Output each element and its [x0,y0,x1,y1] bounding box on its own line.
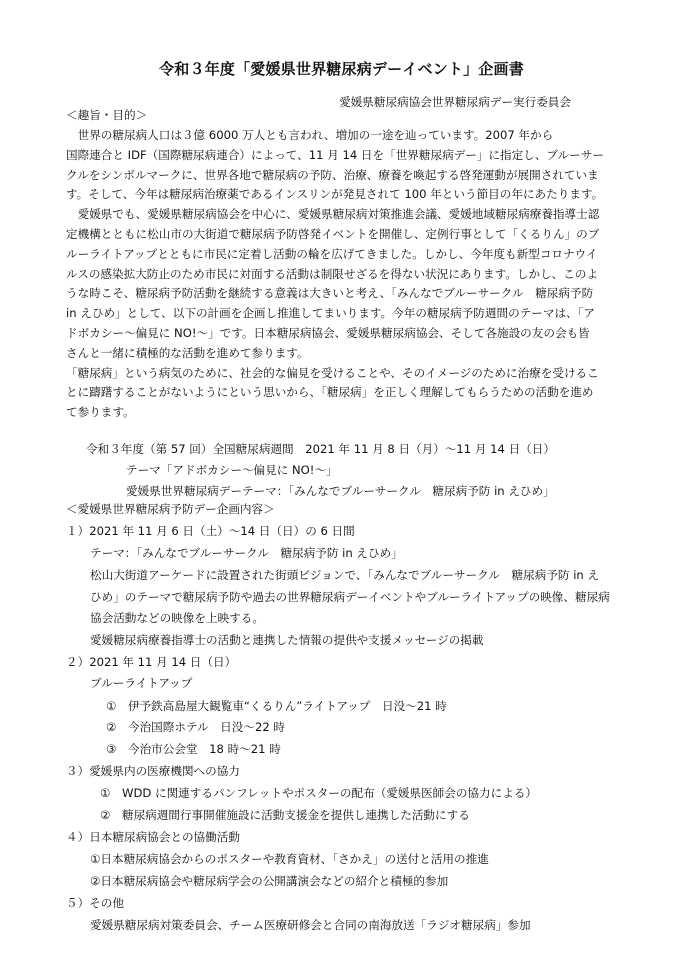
item2-title: ２）2021 年 11 月 14 日（日） [66,655,237,669]
item2-list-item: ① 伊予鉄高島屋大観覧車“くるりん”ライトアップ 日没～21 時 [106,699,447,713]
purpose-line: 国際連合と IDF（国際糖尿病連合）によって、11 月 14 日を「世界糖尿病デー」に指定し、ブルーサー [66,147,604,162]
item2-list-item: ③ 今治市公会堂 18 時～21 時 [106,742,281,756]
document-title: 令和３年度「愛媛県世界糖尿病デーイベント」企画書 [159,60,524,78]
item3-list-item: ② 糖尿病週間行事開催施設に活動支援金を提供し連携した活動にする [100,808,470,822]
purpose-line: とに躊躇することがないようにという思いから、「糖尿病」を正しく理解してもらうための活動を進め [66,385,594,400]
item2-subtitle: ブルーライトアップ [90,676,193,690]
item1-description-line: 協会活動などの映像を上映する。 [90,611,264,625]
purpose-line: て参ります。 [66,405,135,420]
national-theme-line: テーマ「アドボカシー～偏見に NO!～」 [126,463,338,477]
purpose-line: ルーライトアップとともに市民に定着し活動の輪を広げてきました。しかし、今年度も新型コロナウイ [66,246,598,261]
item2-list-item: ② 今治国際ホテル 日没～22 時 [106,720,285,734]
item1-theme: テーマ：「みんなでブルーサークル 糖尿病予防 in えひめ」 [90,546,403,560]
item5-title: ５）その他 [66,896,124,910]
organization-name: 愛媛県糖尿病協会世界糖尿病デー実行委員会 [339,95,571,109]
item3-list-item: ① WDD に関連するパンフレットやポスターの配布（愛媛県医師会の協力による） [100,786,538,800]
item4-list-item: ②日本糖尿病協会や糖尿病学会の公開講演会などの紹介と積極的参加 [90,874,449,888]
purpose-heading: ＜趣旨・目的＞ [66,108,148,122]
item1-title: １）2021 年 11 月 6 日（土）～14 日（日）の 6 日間 [66,524,355,538]
ehime-theme-line: 愛媛県世界糖尿病デーテーマ：「みんなでブルーサークル 糖尿病予防 in えひめ」 [126,484,555,498]
diabetes-week-line: 令和３年度（第 57 回）全国糖尿病週間 2021 年 11 月 8 日（月）～11 月 14 日（日） [86,442,555,456]
item3-title: ３）愛媛県内の医療機関への協力 [66,764,240,778]
purpose-line: ドボカシー～偏見に NO!～」です。日本糖尿病協会、愛媛県糖尿病協会、そして各施設の友の会も皆 [66,325,590,340]
purpose-line: ルスの感染拡大防止のため市民に対面する活動は制限せざるを得ない状況にあります。しかし、このよ [66,266,599,281]
purpose-line: 世界の糖尿病人口は３億 6000 万人とも言われ、増加の一途を辿っています。2007 年から [66,128,554,142]
purpose-line: 「糖尿病」という病気のために、社会的な偏見を受けることや、そのイメージのために治療を受けるこ [66,365,599,380]
item4-title: ４）日本糖尿病協会との協働活動 [66,830,240,844]
item5-description: 愛媛県糖尿病対策委員会、チーム医療研修会と合同の南海放送「ラジオ糖尿病」参加 [90,918,531,932]
plan-heading: ＜愛媛県世界糖尿病予防デー企画内容＞ [66,502,275,516]
purpose-line: さんと一緒に積極的な活動を進めて参ります。 [66,345,309,360]
item1-extra: 愛媛糖尿病療養指導士の活動と連携した情報の提供や支援メッセージの掲載 [90,633,484,647]
purpose-line: す。そして、今年は糖尿病治療薬であるインスリンが発見されて 100 年という節目の年にあたります。 [66,187,604,202]
item1-description-line: 松山大街道アーケードに設置された街頭ビジョンで、「みんなでブルーサークル 糖尿病予防 in え [90,568,600,582]
purpose-line: 愛媛県でも、愛媛県糖尿病協会を中心に、愛媛県糖尿病対策推進会議、愛媛地域糖尿病療養指導士認 [66,207,600,222]
purpose-paragraph [66,126,622,423]
item1-description-line: ひめ」のテーマで糖尿病予防や過去の世界糖尿病デーイベントやブルーライトアップの映像、糖尿病 [90,590,610,604]
purpose-line: うな時こそ、糖尿病予防活動を継続する意義は大きいと考え、「みんなでブルーサークル 糖尿病予防 [66,286,594,301]
purpose-line: クルをシンボルマークに、世界各地で糖尿病の予防、治療、療養を喚起する啓発運動が展開されていま [66,167,599,182]
item4-list-item: ①日本糖尿病協会からのポスターや教育資材、「さかえ」の送付と活用の推進 [90,852,489,866]
purpose-line: 定機構とともに松山市の大街道で糖尿病予防啓発イベントを開催し、定例行事として「くるりん」のブ [66,226,600,241]
purpose-line: in えひめ」として、以下の計画を企画し推進してまいります。今年の糖尿病予防週間のテーマは、「ア [66,306,596,321]
